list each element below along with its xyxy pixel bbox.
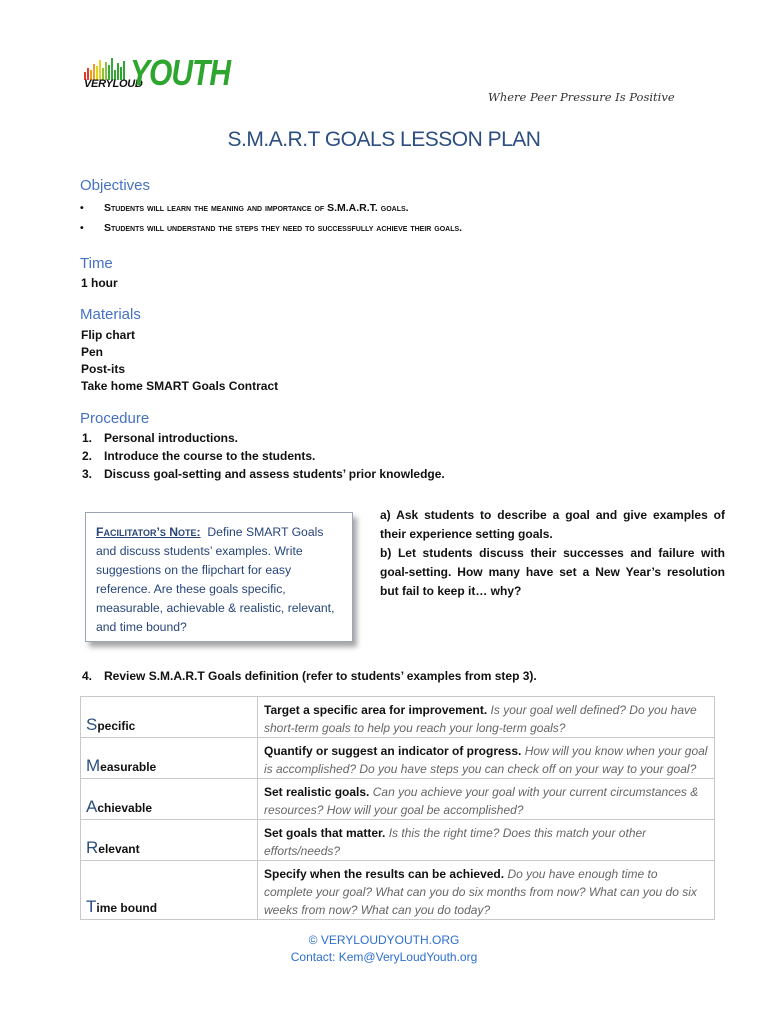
smart-term-rest: ime bound — [96, 901, 158, 915]
smart-question: Is your goal well defined? Do you have short-term goals to help you reach your long-term goals? — [264, 703, 697, 735]
smart-lead: Set goals that matter. — [264, 826, 386, 840]
smart-desc-cell — [258, 861, 715, 920]
table-row — [81, 779, 715, 820]
smart-term-cell — [81, 738, 258, 779]
smart-term-cell — [81, 779, 258, 820]
smart-lead: Specify when the results can be achieved. — [264, 867, 505, 881]
list-item — [80, 198, 462, 218]
materials-list — [81, 327, 278, 395]
list-item — [82, 466, 445, 483]
smart-desc-cell — [258, 738, 715, 779]
logo-youth-text: YOUTH — [130, 54, 230, 94]
smart-letter: T — [86, 897, 97, 916]
smart-term-rest: chievable — [97, 801, 153, 815]
table-row — [81, 738, 715, 779]
list-item: Pen — [81, 345, 104, 359]
smart-term-rest: elevant — [98, 842, 140, 856]
facilitator-note-heading: Facilitator’s Note: — [96, 525, 201, 539]
side-note-b: b) Let students discuss their successes and failure with goal-setting. How many have set a New Year’s resolution but fail to keep it… why? — [380, 546, 725, 598]
step-number: 2. — [82, 449, 93, 463]
smart-lead: Target a specific area for improvement. — [264, 703, 488, 717]
step-text: Review S.M.A.R.T Goals definition (refer to students’ examples from step 3). — [104, 669, 537, 683]
materials-heading: Materials — [80, 306, 141, 323]
smart-term-cell — [81, 820, 258, 861]
smart-question: How will you know when your goal is accomplished? Do you have steps you can check off on your way to your goal? — [264, 744, 708, 776]
step-text: Personal introductions. — [104, 431, 239, 445]
footer-contact-link[interactable]: Contact: Kem@VeryLoudYouth.org — [290, 950, 478, 964]
smart-letter: R — [86, 838, 99, 857]
footer-copyright: © VERYLOUDYOUTH.ORG — [308, 933, 460, 947]
table-row — [81, 820, 715, 861]
smart-letter: A — [86, 797, 98, 816]
procedure-list — [82, 430, 445, 483]
objectives-heading: Objectives — [80, 177, 151, 194]
list-item: Post-its — [81, 362, 126, 376]
facilitator-note-text: Define SMART Goals and discuss students’ examples. Write suggestions on the flipchart for easy reference. Are these goals specific, measurable, achievable & realistic, relevant, and time bound? — [96, 525, 335, 634]
smart-term-cell — [81, 861, 258, 920]
objective-text: Students will learn the meaning and importance of S.M.A.R.T. goals. — [104, 202, 409, 214]
footer — [0, 932, 768, 966]
smart-letter: S — [86, 715, 98, 734]
smart-goals-table — [80, 696, 715, 920]
time-heading: Time — [80, 255, 113, 272]
list-item — [82, 430, 445, 447]
equalizer-bars-icon — [84, 58, 125, 80]
smart-term-rest: pecific — [97, 719, 136, 733]
procedure-step-4 — [82, 668, 537, 685]
table-row — [81, 861, 715, 920]
objective-text: Students will understand the steps they need to successfully achieve their goals. — [104, 222, 463, 234]
facilitator-note-box — [85, 512, 353, 642]
tagline: Where Peer Pressure Is Positive — [488, 90, 675, 104]
procedure-heading: Procedure — [80, 410, 150, 427]
smart-question: Is this the right time? Does this match your other efforts/needs? — [264, 826, 647, 858]
veryloudyouth-logo — [84, 54, 230, 98]
step-text: Introduce the course to the students. — [104, 449, 316, 463]
side-notes — [380, 506, 725, 601]
smart-lead: Set realistic goals. — [264, 785, 370, 799]
step-number: 1. — [82, 431, 93, 445]
bullet-icon: • — [80, 222, 84, 234]
smart-desc-cell — [258, 697, 715, 738]
smart-question: Can you achieve your goal with your current circumstances & resources? How will your goal be accomplished? — [264, 785, 699, 817]
smart-question: Do you have enough time to complete your goal? What can you do six months from now? What can you do six weeks from now? What can you do today? — [264, 867, 697, 917]
list-item: Take home SMART Goals Contract — [81, 379, 279, 393]
table-row — [81, 697, 715, 738]
step-number: 3. — [82, 467, 93, 481]
list-item — [80, 218, 462, 238]
smart-letter: M — [86, 756, 101, 775]
list-item: Flip chart — [81, 328, 136, 342]
list-item — [82, 448, 445, 465]
smart-term-rest: easurable — [100, 760, 157, 774]
side-note-a: a) Ask students to describe a goal and give examples of their experience setting goals. — [380, 508, 725, 541]
page-title: S.M.A.R.T GOALS LESSON PLAN — [227, 128, 541, 151]
time-value: 1 hour — [81, 276, 118, 290]
smart-lead: Quantify or suggest an indicator of progress. — [264, 744, 522, 758]
step-number: 4. — [82, 669, 93, 683]
smart-desc-cell — [258, 779, 715, 820]
bullet-icon: • — [80, 202, 84, 214]
smart-term-cell — [81, 697, 258, 738]
objectives-list — [80, 198, 462, 238]
logo-very-loud-text: VERYLOUD — [84, 78, 143, 90]
step-text: Discuss goal-setting and assess students’ prior knowledge. — [104, 467, 445, 481]
smart-desc-cell — [258, 820, 715, 861]
